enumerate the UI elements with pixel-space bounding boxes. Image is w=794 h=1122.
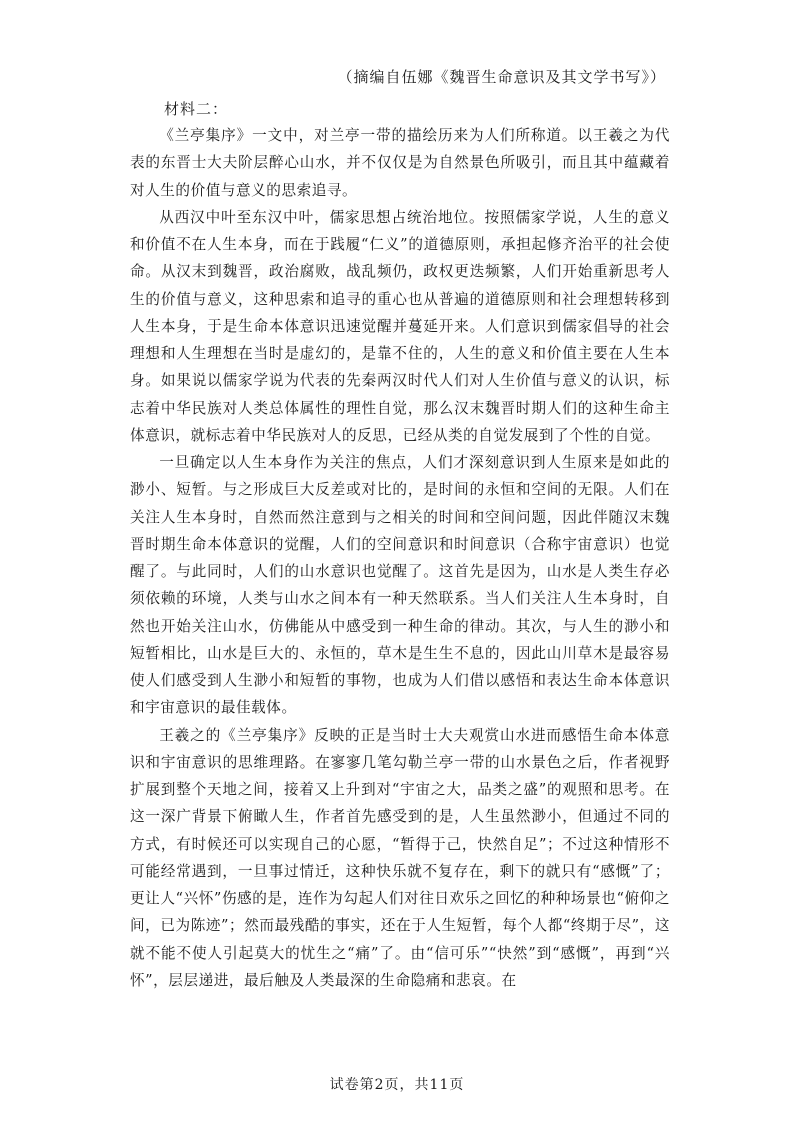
source-citation: （摘编自伍娜《魏晋生命意识及其文学书写》） <box>337 68 666 86</box>
section-label: 材料二： <box>164 100 229 118</box>
page-footer: 试卷第2页，共11页 <box>329 1077 465 1093</box>
article-body <box>130 122 670 994</box>
paragraph: 一旦确定以人生本身作为关注的焦点，人们才深刻意识到人生原来是如此的渺小、短暂。与之形成巨大反差或对比的，是时间的永恒和空间的无限。人们在关注人生本身时，自然而然注意到与之相关的时间和空间问题，因此伴随汉末魏晋时期生命本体意识的觉醒，人们的空间意识和时间意识（合称宇宙意识）也觉醒了。与此同时，人们的山水意识也觉醒了。这首先是因为，山水是人类生存必须依赖的环境，人类与山水之间本有一种天然联系。当人们关注人生本身时，自然也开始关注山水，仿佛能从中感受到一种生命的律动。其次，与人生的渺小和短暂相比，山水是巨大的、永恒的，草木是生生不息的，因此山川草木是最容易使人们感受到人生渺小和短暂的事物，也成为人们借以感悟和表达生命本体意识和宇宙意识的最佳载体。 <box>130 454 670 717</box>
paragraph: 从西汉中叶至东汉中叶，儒家思想占统治地位。按照儒家学说，人生的意义和价值不在人生本身，而在于践履“仁义”的道德原则，承担起修齐治平的社会使命。从汉末到魏晋，政治腐败，战乱频仍，政权更迭频繁，人们开始重新思考人生的价值与意义，这种思索和追寻的重心也从普遍的道德原则和社会理想转移到人生本身，于是生命本体意识迅速觉醒并蔓延开来。人们意识到儒家倡导的社会理想和人生理想在当时是虚幻的，是靠不住的，人生的意义和价值主要在人生本身。如果说以儒家学说为代表的先秦两汉时代人们对人生价值与意义的认识，标志着中华民族对人类总体属性的理性自觉，那么汉末魏晋时期人们的这种生命主体意识，就标志着中华民族对人的反思，已经从类的自觉发展到了个性的自觉。 <box>130 208 670 444</box>
paragraph: 《兰亭集序》一文中，对兰亭一带的描绘历来为人们所称道。以王羲之为代表的东晋士大夫阶层醉心山水，并不仅仅是为自然景色所吸引，而且其中蕴藏着对人生的价值与意义的思索追寻。 <box>130 127 670 199</box>
paragraph: 王羲之的《兰亭集序》反映的正是当时士大夫观赏山水进而感悟生命本体意识和宇宙意识的思维理路。在寥寥几笔勾勒兰亭一带的山水景色之后，作者视野扩展到整个天地之间，接着又上升到对“宇宙之大，品类之盛”的观照和思考。在这一深广背景下俯瞰人生，作者首先感受到的是，人生虽然渺小，但通过不同的方式，有时候还可以实现自己的心愿，“暂得于己，快然自足”；不过这种情形不可能经常遇到，一旦事过情迁，这种快乐就不复存在，剩下的就只有“感慨”了；更让人“兴怀”伤感的是，连作为勾起人们对往日欢乐之回忆的种种场景也“俯仰之间，已为陈迹”；然而最残酷的事实，还在于人生短暂，每个人都“终期于尽”，这就不能不使人引起莫大的忧生之“痛”了。由“信可乐”“快然”到“感慨”，再到“兴怀”，层层递进，最后触及人类最深的生命隐痛和悲哀。在 <box>130 726 670 989</box>
